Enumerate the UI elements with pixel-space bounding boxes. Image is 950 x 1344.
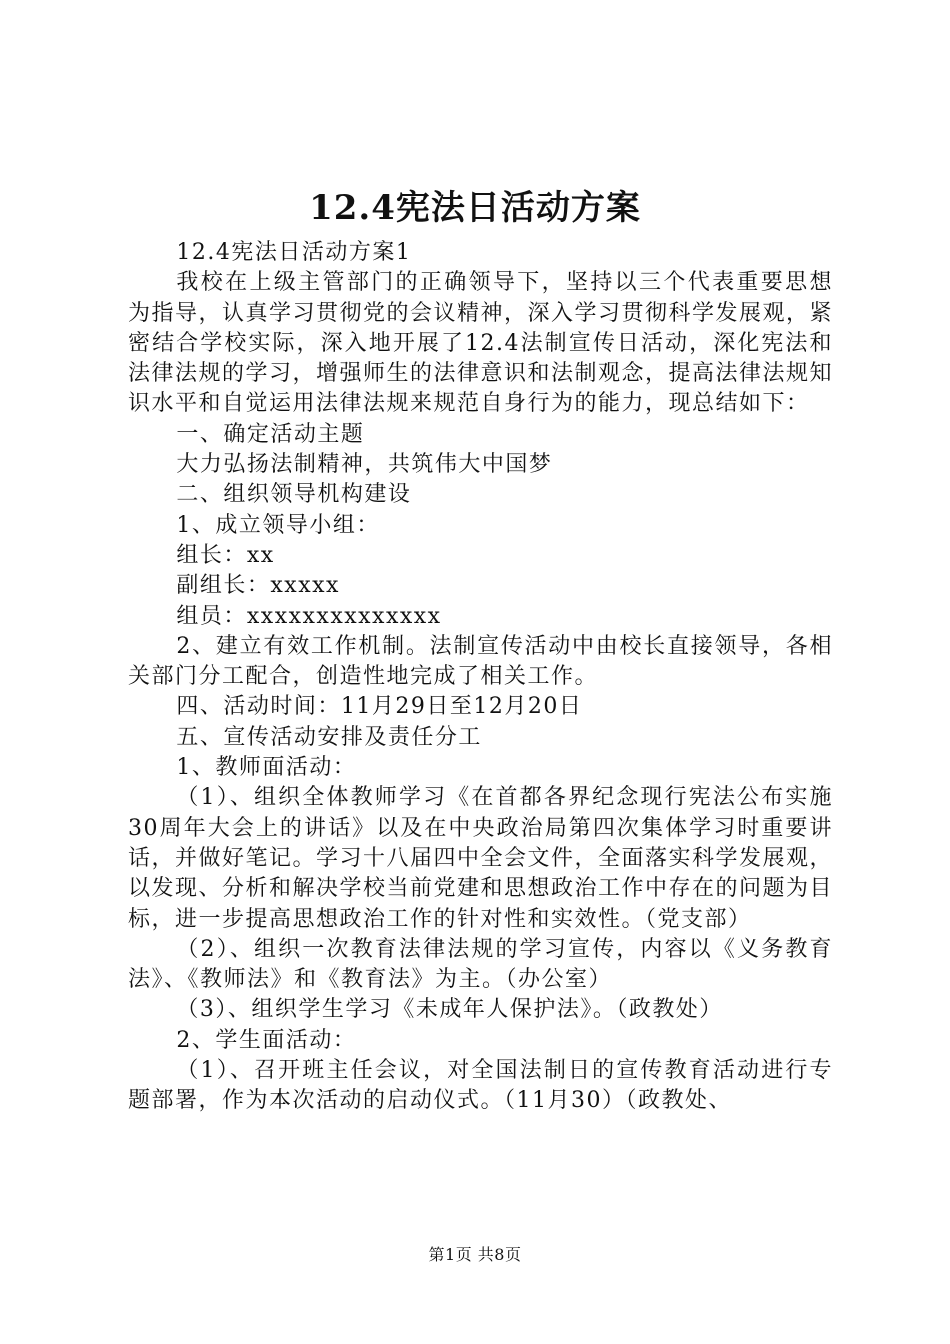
section-heading: 一、确定活动主题 <box>176 421 365 447</box>
list-item: 副组长：xxxxx <box>176 573 340 599</box>
list-item: （3）、组织学生学习《未成年人保护法》。（政教处） <box>176 997 723 1023</box>
list-item: （1）、组织全体教师学习《在首都各界纪念现行宪法公布实施30周年大会上的讲话》以及在中央政治局第四次集体学习时重要讲话，并做好笔记。学习十八届四中全会文件，全面落实科学发展观，以发现、分析和解决学校当前党建和思想政治工作中存在的问题为目标，进一步提高思想政治工作的针对性和实效性。（党支部） <box>128 785 834 932</box>
theme-paragraph: 大力弘扬法制精神，共筑伟大中国梦 <box>176 452 553 478</box>
list-item: 2、学生面活动： <box>176 1027 357 1053</box>
list-item: 1、教师面活动： <box>176 755 357 781</box>
section-heading: 五、宣传活动安排及责任分工 <box>176 724 482 750</box>
list-item: 组长：xx <box>176 542 275 568</box>
list-item: （2）、组织一次教育法律法规的学习宣传，内容以《义务教育法》、《教师法》和《教育法》为主。（办公室） <box>128 936 833 993</box>
list-item: 2、建立有效工作机制。法制宣传活动中由校长直接领导，各相关部门分工配合，创造性地完成了相关工作。 <box>128 633 833 690</box>
list-item: 组员：xxxxxxxxxxxxxx <box>176 603 442 629</box>
section-heading: 四、活动时间：11月29日至12月20日 <box>176 694 583 720</box>
document-body <box>128 238 833 1117</box>
intro-paragraph: 我校在上级主管部门的正确领导下，坚持以三个代表重要思想为指导，认真学习贯彻党的会议精神，深入学习贯彻科学发展观，紧密结合学校实际，深入地开展了12.4法制宣传日活动，深化宪法和法律法规的学习，增强师生的法律意识和法制观念，提高法律法规知识水平和自觉运用法律法规来规范自身行为的能力，现总结如下： <box>128 270 834 417</box>
subtitle-paragraph: 12.4宪法日活动方案1 <box>176 240 412 265</box>
page-footer: 第1页 共8页 <box>428 1245 522 1264</box>
list-item: 1、成立领导小组： <box>176 512 380 538</box>
section-heading: 二、组织领导机构建设 <box>176 482 412 508</box>
list-item: （1）、召开班主任会议，对全国法制日的宣传教育活动进行专题部署，作为本次活动的启动仪式。（11月30）（政教处、 <box>128 1058 833 1114</box>
document-title: 12.4宪法日活动方案 <box>309 188 641 228</box>
